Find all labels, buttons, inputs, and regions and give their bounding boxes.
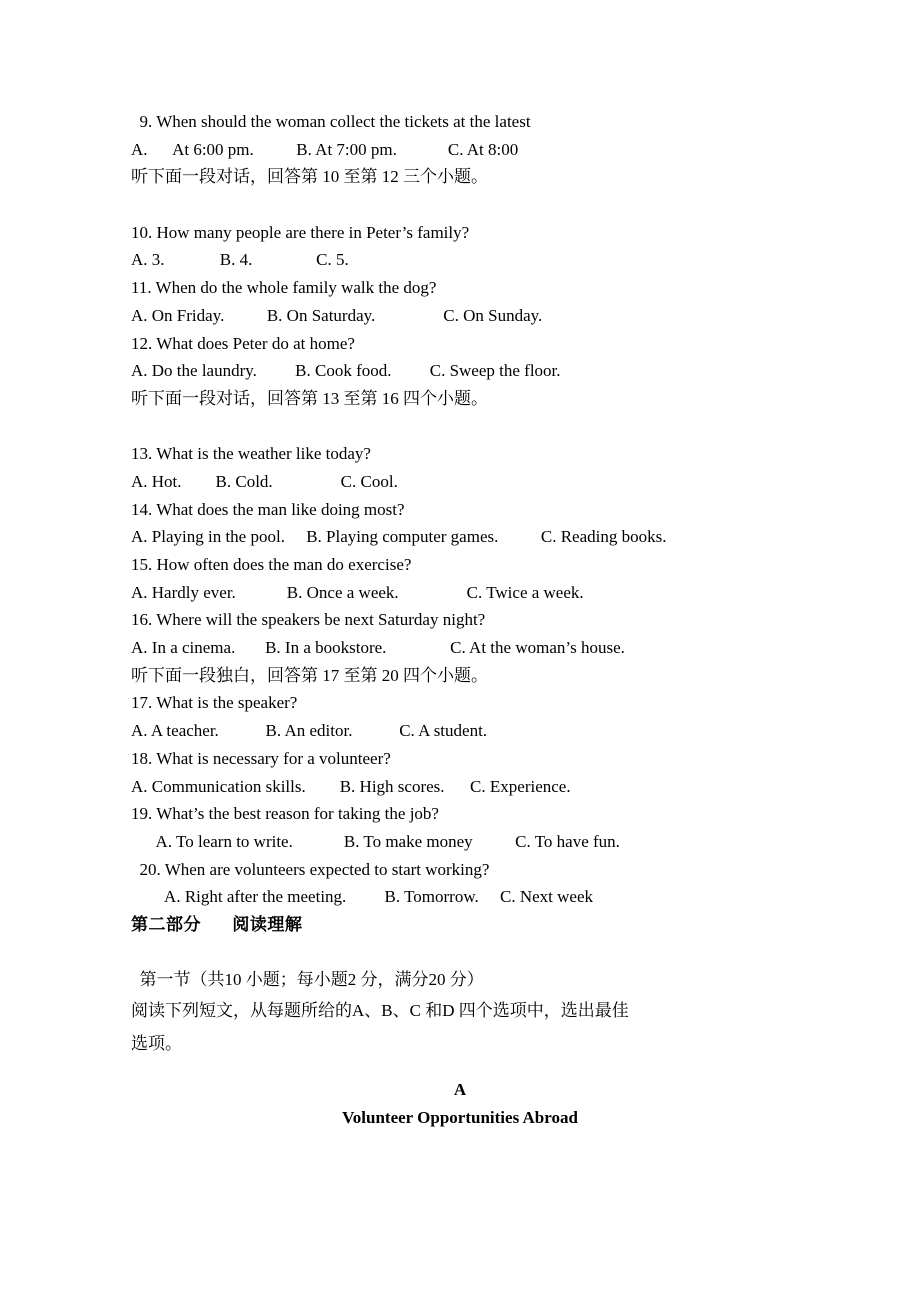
part2-heading: 第二部分 阅读理解 [131, 914, 303, 934]
question-line-19: 19. What’s the best reason for taking the job? [131, 804, 439, 824]
passage-title: Volunteer Opportunities Abroad [342, 1107, 578, 1127]
options-line-10: A. 3. B. 4. C. 5. [131, 250, 349, 270]
question-line-17: 17. What is the speaker? [131, 693, 298, 713]
passage-label: A [453, 1080, 467, 1099]
options-line-20: A. Right after the meeting. B. Tomorrow. C. Next week [131, 887, 593, 907]
options-line-12: A. Do the laundry. B. Cook food. C. Sweep the floor. [131, 361, 561, 381]
question-line-10: 10. How many people are there in Peter’s family? [131, 222, 470, 242]
options-line-19: A. To learn to write. B. To make money C. To have fun. [131, 831, 620, 851]
question-line-15: 15. How often does the man do exercise? [131, 555, 412, 574]
options-line-13: A. Hot. B. Cold. C. Cool. [131, 471, 398, 491]
options-line-9: A. At 6:00 pm. B. At 7:00 pm. C. At 8:00 [131, 139, 519, 159]
question-line-18: 18. What is necessary for a volunteer? [131, 748, 391, 768]
blank-line [0, 413, 920, 441]
question-line-16: 16. Where will the speakers be next Saturday night? [131, 610, 486, 630]
options-line-16: A. In a cinema. B. In a bookstore. C. At the woman’s house. [131, 638, 625, 658]
options-line-18: A. Communication skills. B. High scores. C. Experience. [131, 776, 571, 796]
question-line-13: 13. What is the weather like today? [131, 444, 371, 464]
options-line-15: A. Hardly ever. B. Once a week. C. Twice a week. [131, 582, 584, 602]
blank-line [0, 191, 920, 219]
section1-heading: 第一节（共10 小题；每小题2 分，满分20 分） [131, 970, 484, 990]
reading-instruction-line-2: 选项。 [131, 1034, 182, 1053]
listening-instruction-17-20: 听下面一段独白，回答第 17 至第 20 四个小题。 [131, 665, 488, 685]
options-line-17: A. A teacher. B. An editor. C. A student. [131, 721, 488, 741]
listening-instruction-10-12: 听下面一段对话，回答第 10 至第 12 三个小题。 [131, 167, 488, 187]
question-line-20: 20. When are volunteers expected to start working? [131, 859, 490, 879]
question-line-9: 9. When should the woman collect the tickets at the latest [131, 112, 531, 131]
listening-instruction-13-16: 听下面一段对话，回答第 13 至第 16 四个小题。 [131, 388, 488, 408]
question-line-11: 11. When do the whole family walk the dog? [131, 278, 437, 298]
reading-instruction-line-1: 阅读下列短文，从每题所给的A、B、C 和D 四个选项中，选出最佳 [131, 1001, 629, 1020]
question-line-14: 14. What does the man like doing most? [131, 499, 405, 519]
options-line-11: A. On Friday. B. On Saturday. C. On Sunday. [131, 305, 543, 325]
options-line-14: A. Playing in the pool. B. Playing computer games. C. Reading books. [131, 527, 667, 547]
blank-line [0, 939, 920, 967]
question-line-12: 12. What does Peter do at home? [131, 333, 355, 353]
